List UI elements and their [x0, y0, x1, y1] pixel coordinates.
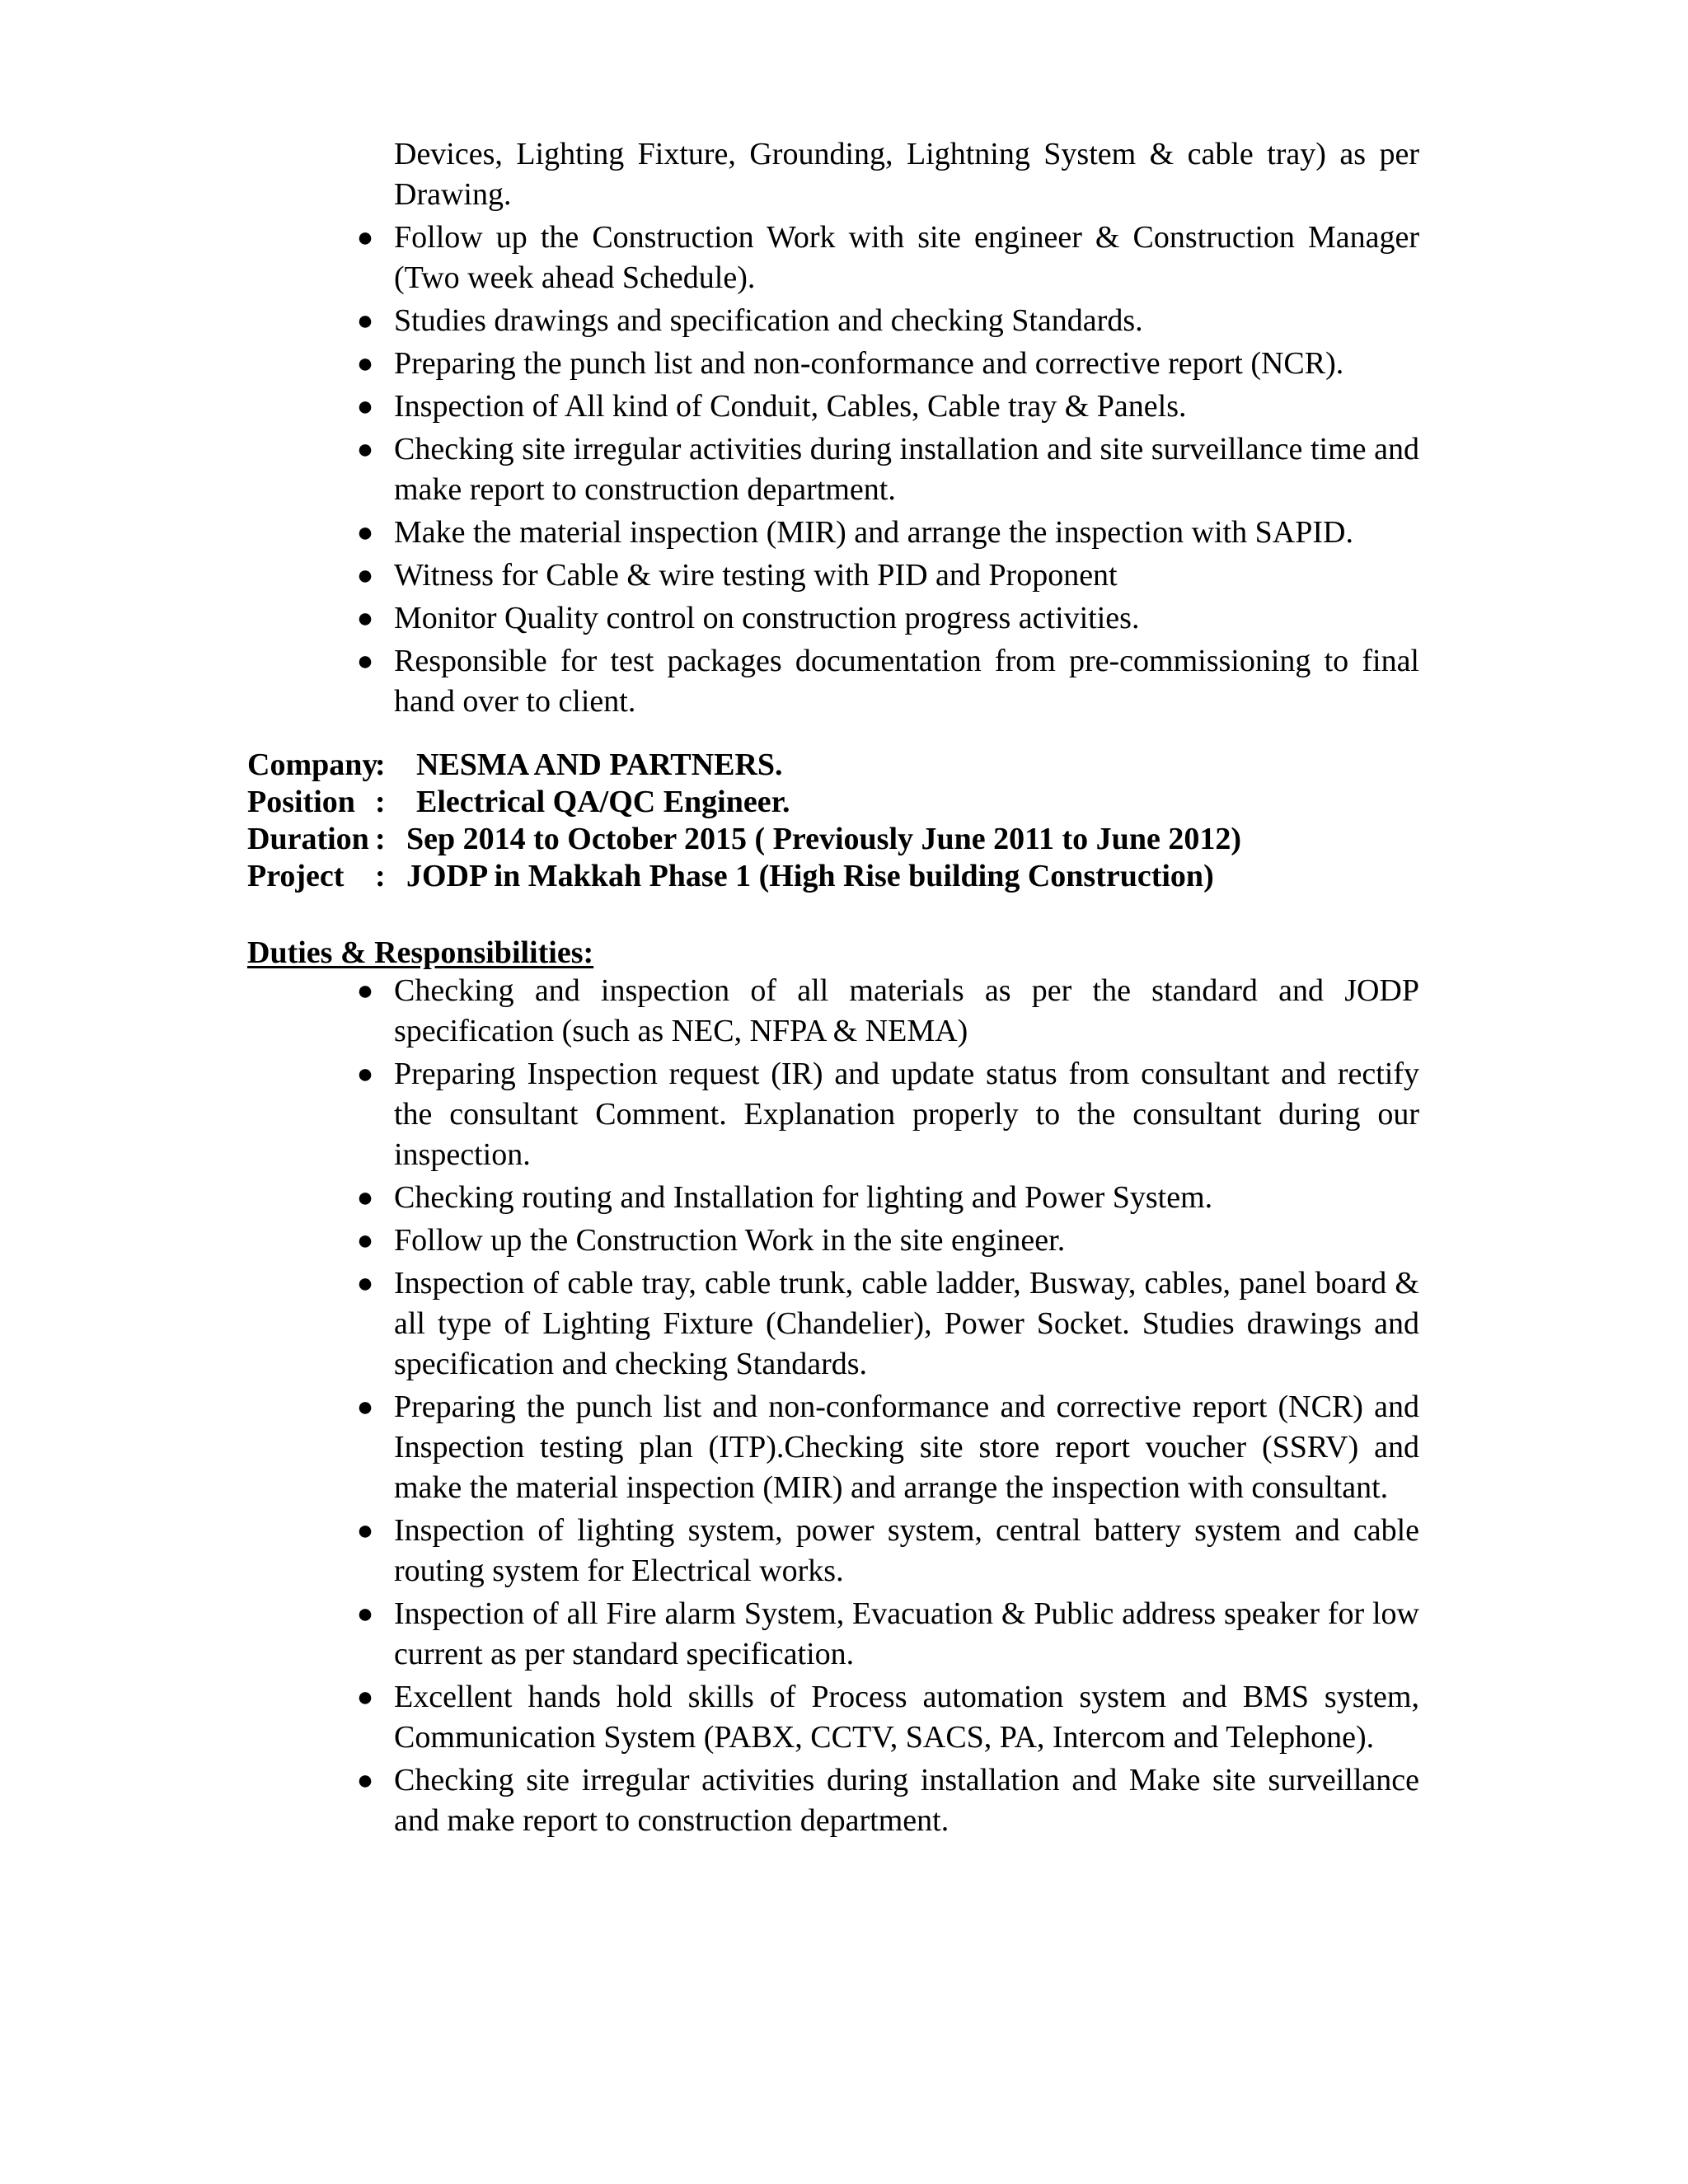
list-item: ● Checking and inspection of all materials as per the standard and JODP specification (such as NEC, NFPA & NEMA)	[394, 971, 1419, 1052]
list-item: ● Make the material inspection (MIR) and arrange the inspection with SAPID.	[394, 513, 1419, 553]
list-item: ● Follow up the Construction Work with site engineer & Construction Manager (Two week ahead Schedule).	[394, 218, 1419, 298]
bullet-icon: ●	[356, 1682, 374, 1713]
list-item: ● Witness for Cable & wire testing with PID and Proponent	[394, 555, 1419, 596]
responsibilities-list-continued	[356, 134, 1419, 722]
position-label: Position	[247, 785, 355, 819]
project-row	[247, 858, 1241, 895]
bullet-icon: ●	[356, 391, 374, 422]
list-item: Devices, Lighting Fixture, Grounding, Lightning System & cable tray) as per Drawing.	[394, 137, 1419, 212]
bullet-icon: ●	[356, 349, 374, 379]
company-row	[247, 747, 1241, 784]
list-item: ● Inspection of lighting system, power system, central battery system and cable routing system for Electrical works.	[394, 1511, 1419, 1591]
duties-heading: Duties & Responsibilities:	[247, 935, 594, 970]
list-item: ● Inspection of All kind of Conduit, Cables, Cable tray & Panels.	[394, 387, 1419, 427]
bullet-icon: ●	[356, 434, 374, 465]
list-item: ● Follow up the Construction Work in the site engineer.	[394, 1221, 1419, 1261]
list-item: ● Preparing Inspection request (IR) and update status from consultant and rectify the consultant Comment. Explanation properly to the consultant during our inspection.	[394, 1054, 1419, 1175]
bullet-icon: ●	[356, 1226, 374, 1256]
bullet-icon: ●	[356, 560, 374, 591]
list-item: ● Checking routing and Installation for lighting and Power System.	[394, 1178, 1419, 1218]
list-item: ● Responsible for test packages documentation from pre-commissioning to final hand over to client.	[394, 641, 1419, 722]
duration-value: Sep 2014 to October 2015 ( Previously June 2011 to June 2012)	[406, 822, 1241, 856]
duration-label: Duration	[247, 822, 369, 856]
bullet-icon: ●	[356, 1059, 374, 1090]
project-separator: :	[375, 859, 386, 893]
duration-separator: :	[375, 822, 386, 856]
job-info-block	[247, 747, 1241, 895]
bullet-icon: ●	[356, 1183, 374, 1213]
bullet-icon: ●	[356, 1599, 374, 1629]
bullet-icon: ●	[356, 1268, 374, 1299]
bullet-icon: ●	[356, 646, 374, 677]
position-separator: :	[375, 785, 386, 819]
list-item: ● Preparing the punch list and non-conformance and corrective report (NCR) and Inspection testing plan (ITP).Checking site store report voucher (SSRV) and make the material inspection (MIR) and arrange the inspection with consultant.	[394, 1387, 1419, 1508]
project-label: Project	[247, 859, 345, 893]
bullet-icon: ●	[356, 603, 374, 634]
list-item: ● Studies drawings and specification and checking Standards.	[394, 301, 1419, 341]
list-item: ● Inspection of cable tray, cable trunk, cable ladder, Busway, cables, panel board & all type of Lighting Fixture (Chandelier), Power Socket. Studies drawings and specification and checking Standards.	[394, 1263, 1419, 1385]
bullet-icon: ●	[356, 1392, 374, 1422]
duration-row	[247, 821, 1241, 858]
company-label: Company	[247, 748, 378, 782]
position-value: Electrical QA/QC Engineer.	[416, 785, 790, 819]
list-item: ● Monitor Quality control on construction progress activities.	[394, 598, 1419, 639]
position-row	[247, 784, 1241, 821]
list-item: ● Inspection of all Fire alarm System, Evacuation & Public address speaker for low current as per standard specification.	[394, 1594, 1419, 1675]
bullet-icon: ●	[356, 1765, 374, 1796]
company-value: NESMA AND PARTNERS.	[416, 748, 783, 782]
bullet-icon: ●	[356, 223, 374, 253]
list-item: ● Excellent hands hold skills of Process automation system and BMS system, Communication System (PABX, CCTV, SACS, PA, Intercom and Telephone).	[394, 1677, 1419, 1758]
project-value: JODP in Makkah Phase 1 (High Rise building Construction)	[406, 859, 1214, 893]
bullet-icon: ●	[356, 306, 374, 336]
company-separator: :	[375, 748, 386, 782]
list-item: ● Checking site irregular activities during installation and Make site surveillance and make report to construction department.	[394, 1760, 1419, 1841]
bullet-icon: ●	[356, 518, 374, 548]
bullet-icon: ●	[356, 1516, 374, 1546]
list-item: ● Checking site irregular activities during installation and site surveillance time and make report to construction department.	[394, 429, 1419, 510]
list-item: ● Preparing the punch list and non-conformance and corrective report (NCR).	[394, 344, 1419, 384]
bullet-icon: ●	[356, 976, 374, 1006]
duties-list	[356, 971, 1419, 1841]
